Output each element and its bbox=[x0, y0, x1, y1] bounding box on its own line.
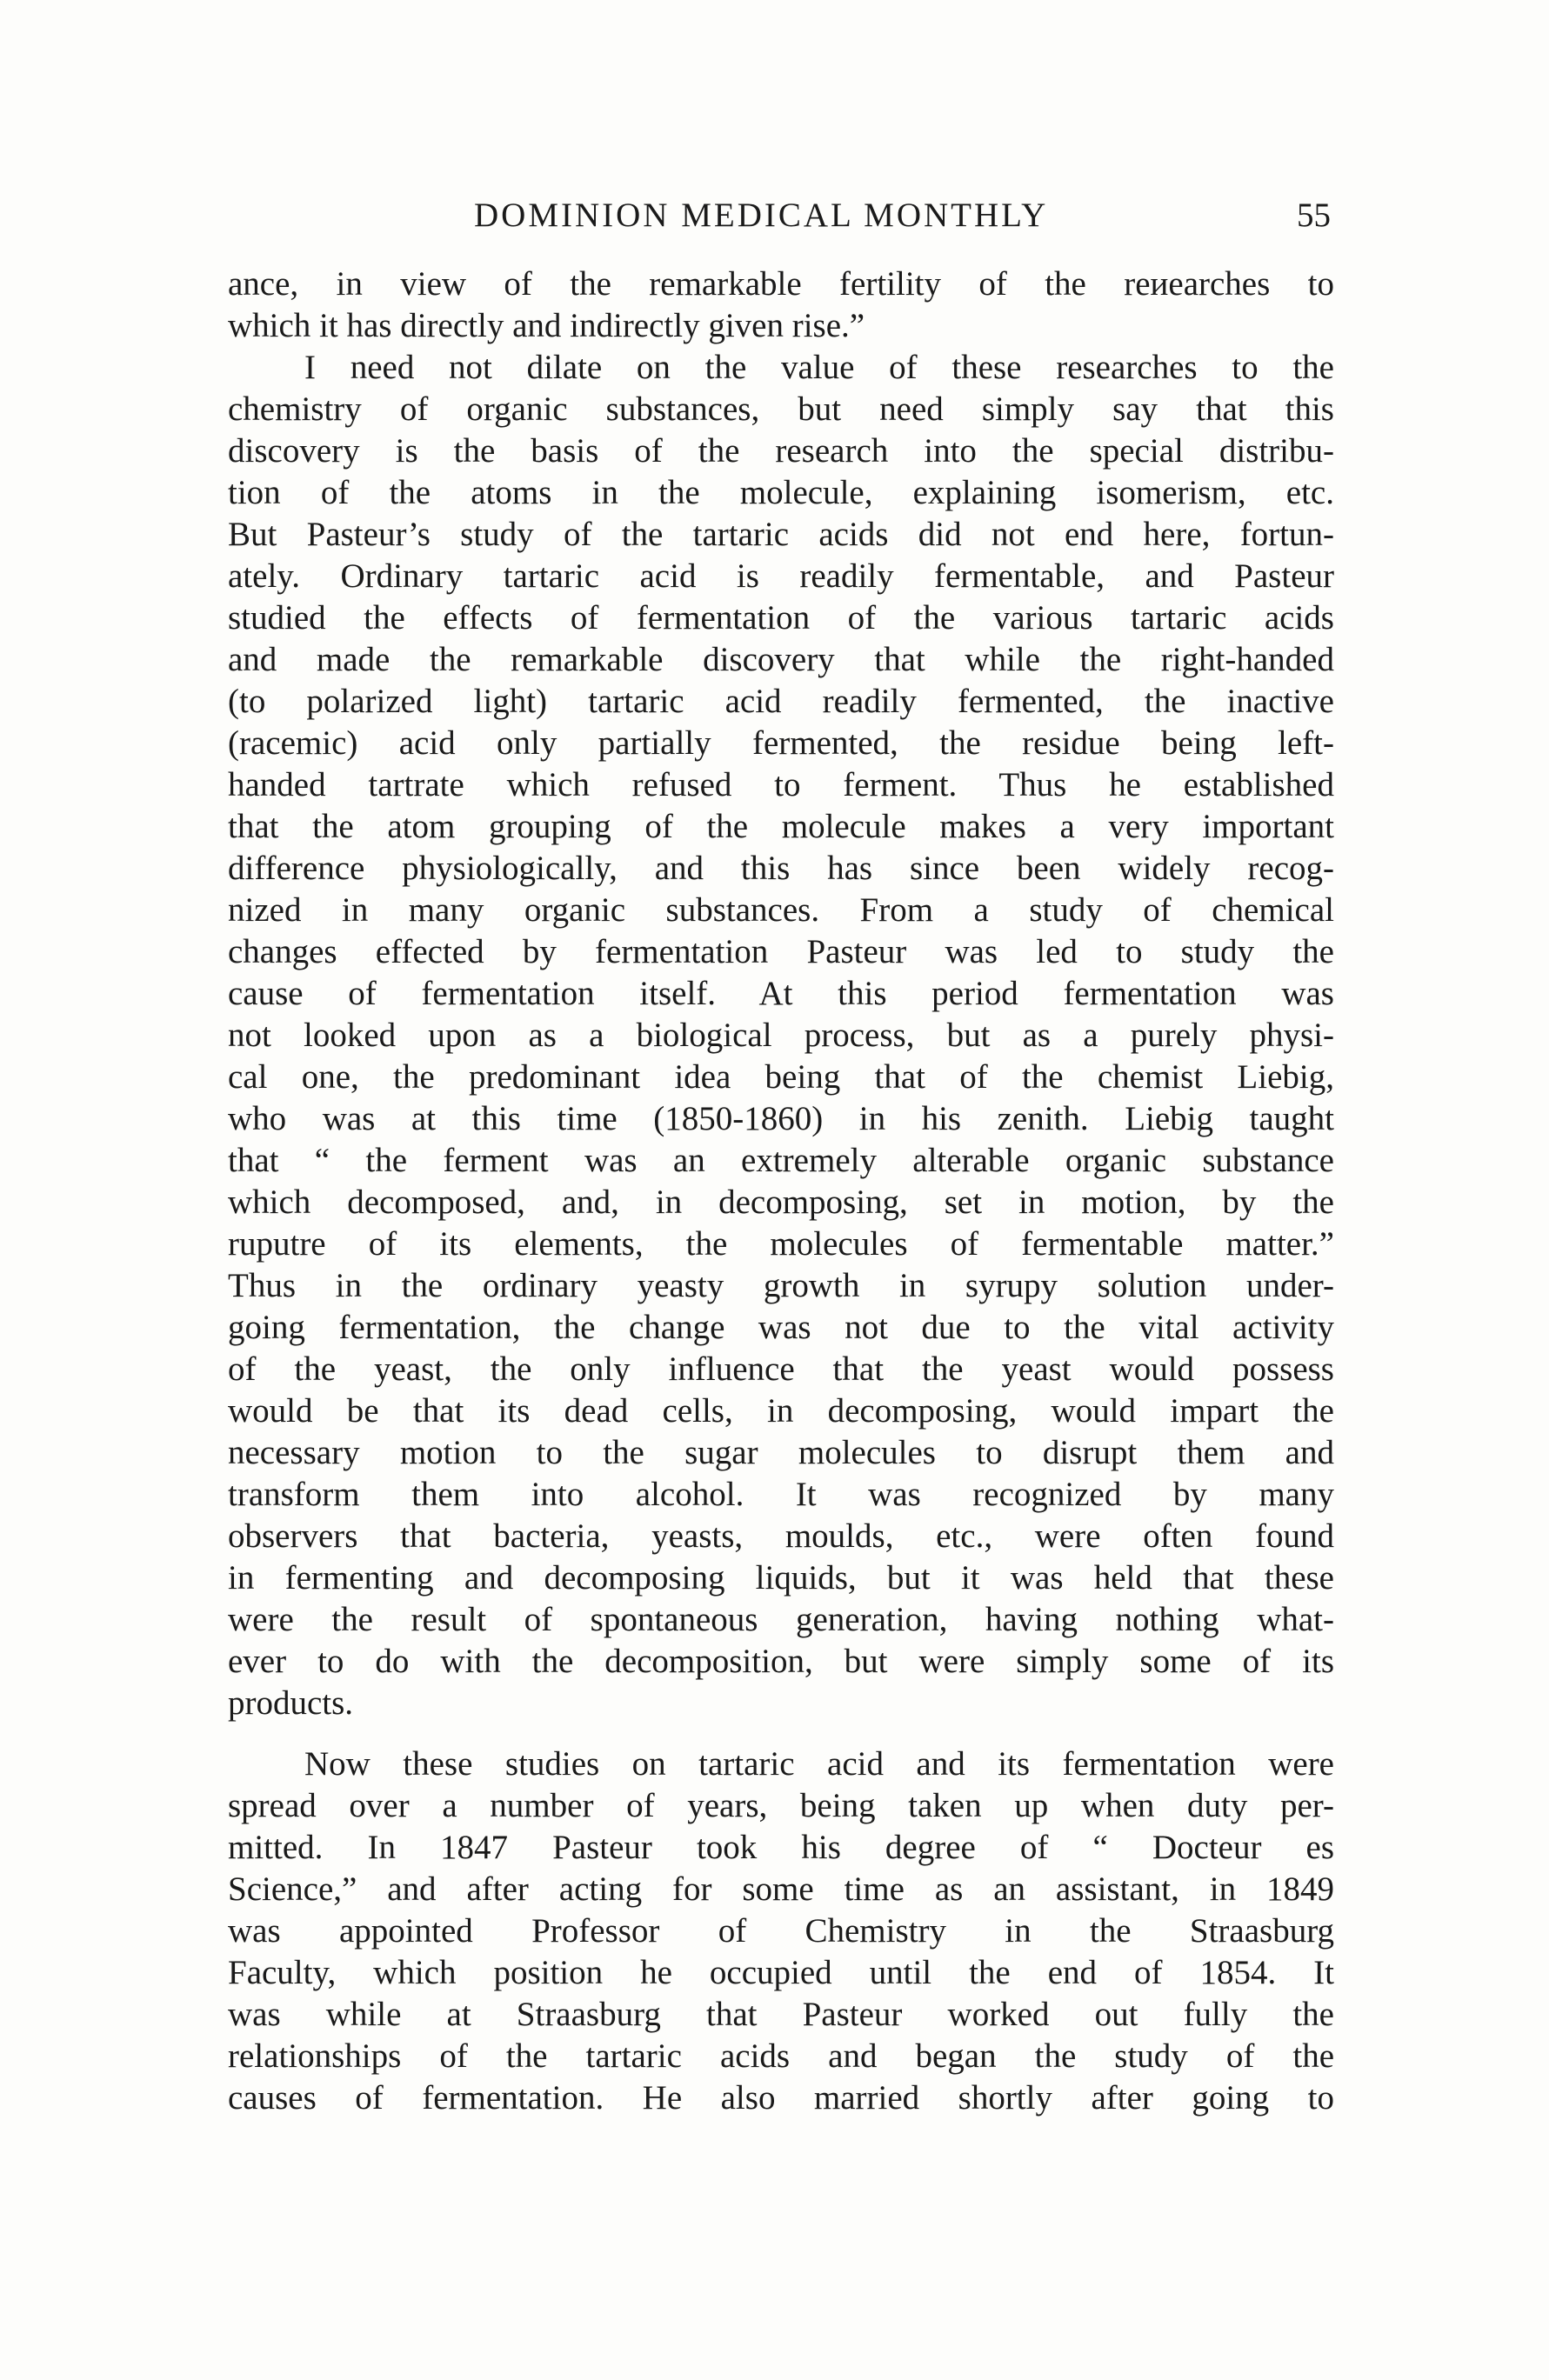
page-number: 55 bbox=[1297, 197, 1331, 234]
text-line: Science,” and after acting for some time as an assistant, in 1849 bbox=[228, 1870, 1334, 1908]
text-line: which decomposed, and, in decomposing, set in motion, by the bbox=[228, 1183, 1334, 1221]
text-line: Thus in the ordinary yeasty growth in syrupy solution under- bbox=[228, 1267, 1334, 1304]
text-line: ruputre of its elements, the molecules of fermentable matter.” bbox=[228, 1225, 1334, 1263]
text-line: ever to do with the decomposition, but were simply some of its bbox=[228, 1643, 1334, 1680]
text-line: nized in many organic substances. From a study of chemical bbox=[228, 891, 1334, 929]
text-line: difference physiologically, and this has since been widely recog- bbox=[228, 850, 1334, 887]
text-line: (racemic) acid only partially fermented, the residue being left- bbox=[228, 724, 1334, 762]
text-line: was appointed Professor of Chemistry in the Straasburg bbox=[228, 1912, 1334, 1950]
text-line: not looked upon as a biological process, but as a purely physi- bbox=[228, 1017, 1334, 1054]
text-line: going fermentation, the change was not due to the vital activity bbox=[228, 1309, 1334, 1346]
running-head bbox=[235, 196, 1331, 239]
text-line: that the atom grouping of the molecule makes a very important bbox=[228, 808, 1334, 845]
text-line: Faculty, which position he occupied until the end of 1854. It bbox=[228, 1954, 1334, 1991]
text-line: cause of fermentation itself. At this period fermentation was bbox=[228, 975, 1334, 1012]
text-line: changes effected by fermentation Pasteur was led to study the bbox=[228, 933, 1334, 970]
text-line: were the result of spontaneous generation, having nothing what- bbox=[228, 1601, 1334, 1638]
text-line: cal one, the predominant idea being that of the chemist Liebig, bbox=[228, 1058, 1334, 1096]
text-line: But Pasteur’s study of the tartaric acids did not end here, fortun- bbox=[228, 516, 1334, 553]
body-text bbox=[228, 263, 1334, 2119]
text-line: ance, in view of the remarkable fertility of the reиearches to bbox=[228, 265, 1334, 303]
text-line: which it has directly and indirectly given rise.” bbox=[228, 307, 865, 344]
journal-title: DOMINION MEDICAL MONTHLY bbox=[474, 197, 1049, 234]
text-line: spread over a number of years, being taken up when duty per- bbox=[228, 1787, 1334, 1824]
text-line: studied the effects of fermentation of the various tartaric acids bbox=[228, 599, 1334, 637]
text-line: relationships of the tartaric acids and began the study of the bbox=[228, 2037, 1334, 2075]
text-line: Now these studies on tartaric acid and its fermentation were bbox=[304, 1745, 1334, 1783]
text-line: I need not dilate on the value of these researches to the bbox=[304, 349, 1334, 386]
text-line: chemistry of organic substances, but need simply say that this bbox=[228, 390, 1334, 428]
text-line: ately. Ordinary tartaric acid is readily fermentable, and Pasteur bbox=[228, 557, 1334, 595]
text-line: causes of fermentation. He also married shortly after going to bbox=[228, 2079, 1334, 2117]
text-line: products. bbox=[228, 1684, 354, 1722]
text-line: handed tartrate which refused to ferment. Thus he established bbox=[228, 766, 1334, 803]
paragraph-gap bbox=[228, 1724, 1334, 1743]
text-line: observers that bacteria, yeasts, moulds, etc., were often found bbox=[228, 1517, 1334, 1555]
text-line: in fermenting and decomposing liquids, but it was held that these bbox=[228, 1559, 1334, 1597]
text-line: transform them into alcohol. It was recognized by many bbox=[228, 1476, 1334, 1513]
text-line: of the yeast, the only influence that the yeast would possess bbox=[228, 1350, 1334, 1388]
text-line: tion of the atoms in the molecule, explaining isomerism, etc. bbox=[228, 474, 1334, 511]
text-line: (to polarized light) tartaric acid readily fermented, the inactive bbox=[228, 683, 1334, 720]
text-line: discovery is the basis of the research into the special distribu- bbox=[228, 432, 1334, 470]
text-line: mitted. In 1847 Pasteur took his degree of “ Docteur es bbox=[228, 1829, 1334, 1866]
text-line: and made the remarkable discovery that while the right-handed bbox=[228, 641, 1334, 678]
text-line: who was at this time (1850-1860) in his zenith. Liebig taught bbox=[228, 1100, 1334, 1137]
text-line: that “ the ferment was an extremely alterable organic substance bbox=[228, 1142, 1334, 1179]
text-line: necessary motion to the sugar molecules to disrupt them and bbox=[228, 1434, 1334, 1471]
text-line: would be that its dead cells, in decomposing, would impart the bbox=[228, 1392, 1334, 1430]
text-line: was while at Straasburg that Pasteur worked out fully the bbox=[228, 1996, 1334, 2033]
